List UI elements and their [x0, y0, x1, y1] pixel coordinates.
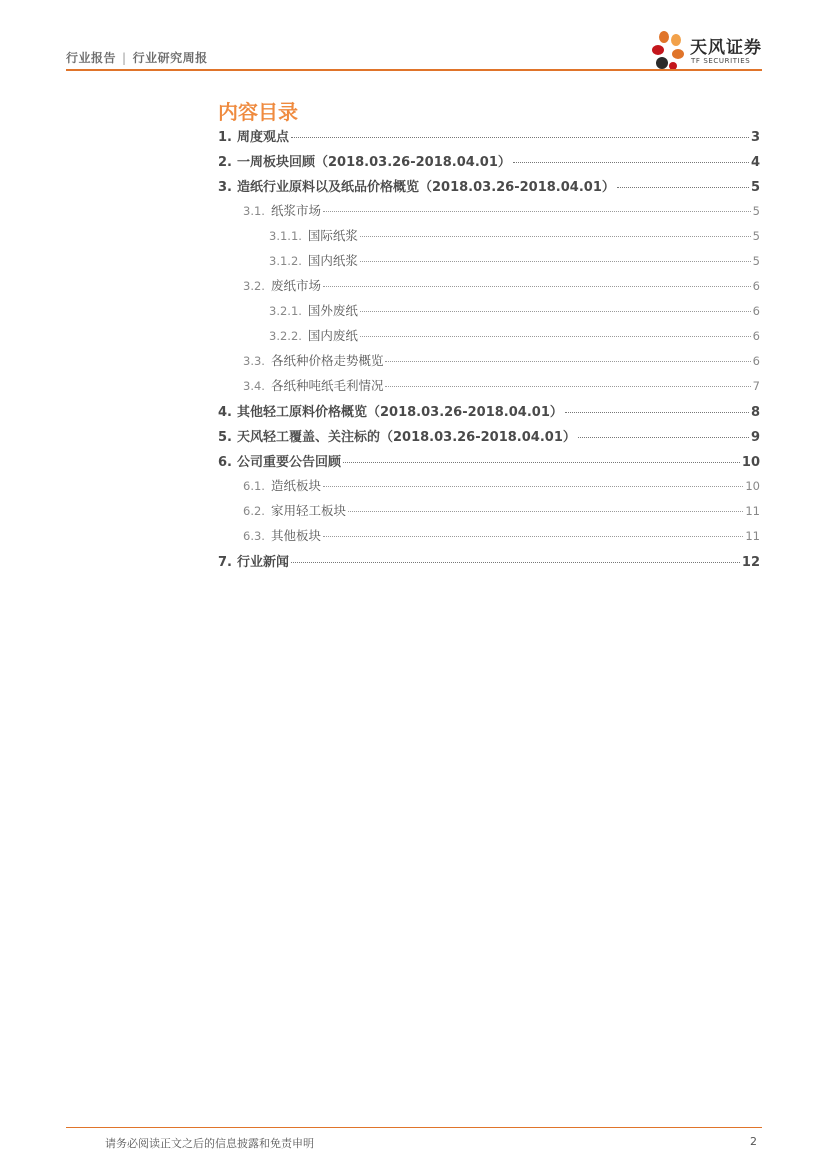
toc-entry[interactable] — [218, 151, 760, 176]
toc-entry-number: 3.4. — [243, 379, 265, 393]
toc-entry-page: 10 — [741, 455, 760, 470]
toc-entry[interactable] — [218, 226, 760, 251]
toc-entry[interactable] — [218, 276, 760, 301]
toc-dot-leader — [360, 261, 751, 262]
toc-entry[interactable] — [218, 301, 760, 326]
report-type: 行业报告 — [66, 51, 117, 65]
toc-entry-title: 纸浆市场 — [270, 203, 321, 218]
toc-entry-title: 天风轻工覆盖、关注标的（2018.03.26-2018.04.01） — [236, 430, 576, 445]
toc-entry[interactable] — [218, 501, 760, 526]
toc-entry-title: 国外废纸 — [307, 303, 358, 318]
header-divider — [66, 69, 762, 71]
toc-dot-leader — [385, 386, 750, 387]
toc-entry[interactable] — [218, 401, 760, 426]
toc-entry-page: 6 — [752, 329, 760, 343]
toc-entry-number: 7. — [218, 555, 232, 570]
toc-entry-number: 3.1. — [243, 204, 265, 218]
toc-dot-leader — [360, 311, 751, 312]
footer-divider — [66, 1127, 762, 1128]
toc-entry-number: 6.2. — [243, 504, 265, 518]
flower-logo-icon — [650, 28, 690, 72]
toc-entry-title: 其他轻工原料价格概览（2018.03.26-2018.04.01） — [236, 405, 563, 420]
toc-title: 内容目录 — [218, 100, 298, 124]
toc-dot-leader — [578, 437, 749, 438]
toc-entry-number: 1. — [218, 130, 232, 145]
toc-entry-title: 各纸种吨纸毛利情况 — [270, 378, 384, 393]
footer-disclaimer: 请务必阅读正文之后的信息披露和免责申明 — [105, 1137, 314, 1150]
company-logo — [650, 28, 765, 72]
toc-entry-page: 10 — [745, 479, 760, 493]
toc-dot-leader — [385, 361, 750, 362]
toc-entry[interactable] — [218, 176, 760, 201]
table-of-contents — [218, 126, 760, 576]
toc-entry-title: 一周板块回顾（2018.03.26-2018.04.01） — [236, 155, 511, 170]
toc-entry-number: 6.3. — [243, 529, 265, 543]
toc-entry[interactable] — [218, 251, 760, 276]
toc-entry-number: 3.2. — [243, 279, 265, 293]
toc-entry-title: 国内纸浆 — [307, 253, 358, 268]
toc-entry-title: 造纸板块 — [270, 478, 321, 493]
toc-entry-number: 6.1. — [243, 479, 265, 493]
toc-entry-number: 3.2.2. — [269, 329, 302, 343]
report-subtype: 行业研究周报 — [132, 51, 208, 65]
toc-entry-number: 3.3. — [243, 354, 265, 368]
toc-entry-page: 12 — [741, 555, 760, 570]
toc-entry-page: 4 — [750, 155, 760, 170]
toc-entry-page: 5 — [750, 180, 760, 195]
toc-entry-title: 各纸种价格走势概览 — [270, 353, 384, 368]
toc-dot-leader — [323, 486, 743, 487]
toc-entry-number: 6. — [218, 455, 232, 470]
toc-dot-leader — [291, 562, 740, 563]
toc-entry[interactable] — [218, 126, 760, 151]
toc-entry-title: 国际纸浆 — [307, 228, 358, 243]
toc-entry[interactable] — [218, 201, 760, 226]
toc-dot-leader — [323, 536, 743, 537]
toc-entry-number: 2. — [218, 155, 232, 170]
toc-entry-page: 8 — [750, 405, 760, 420]
toc-entry-title: 其他板块 — [270, 528, 321, 543]
toc-dot-leader — [323, 211, 751, 212]
toc-entry-number: 3.1.2. — [269, 254, 302, 268]
toc-entry-page: 5 — [752, 204, 760, 218]
toc-entry-page: 6 — [752, 354, 760, 368]
toc-entry-title: 造纸行业原料以及纸品价格概览（2018.03.26-2018.04.01） — [236, 180, 615, 195]
toc-dot-leader — [513, 162, 749, 163]
header-separator: | — [122, 51, 127, 65]
toc-dot-leader — [360, 236, 751, 237]
toc-entry-title: 废纸市场 — [270, 278, 321, 293]
toc-entry-page: 6 — [752, 304, 760, 318]
toc-dot-leader — [348, 511, 743, 512]
toc-entry[interactable] — [218, 326, 760, 351]
toc-entry-page: 11 — [745, 529, 760, 543]
toc-entry[interactable] — [218, 451, 760, 476]
page-number: 2 — [750, 1135, 757, 1148]
toc-entry-page: 5 — [752, 229, 760, 243]
toc-entry-title: 周度观点 — [236, 130, 289, 145]
toc-dot-leader — [343, 462, 740, 463]
toc-entry-page: 7 — [752, 379, 760, 393]
toc-dot-leader — [323, 286, 751, 287]
toc-entry-page: 6 — [752, 279, 760, 293]
toc-dot-leader — [291, 137, 749, 138]
toc-entry-number: 4. — [218, 405, 232, 420]
toc-entry[interactable] — [218, 526, 760, 551]
toc-entry-number: 3.2.1. — [269, 304, 302, 318]
toc-entry-page: 5 — [752, 254, 760, 268]
toc-dot-leader — [565, 412, 749, 413]
toc-entry-title: 公司重要公告回顾 — [236, 455, 341, 470]
logo-sub-text: TF SECURITIES — [691, 57, 751, 65]
logo-brand-text: 天风证券 — [690, 38, 762, 58]
toc-entry-page: 3 — [750, 130, 760, 145]
toc-entry-number: 5. — [218, 430, 232, 445]
toc-entry-number: 3. — [218, 180, 232, 195]
toc-entry-page: 9 — [750, 430, 760, 445]
toc-entry-title: 家用轻工板块 — [270, 503, 346, 518]
toc-dot-leader — [617, 187, 749, 188]
toc-entry[interactable] — [218, 426, 760, 451]
toc-entry-number: 3.1.1. — [269, 229, 302, 243]
toc-entry[interactable] — [218, 351, 760, 376]
toc-entry[interactable] — [218, 476, 760, 501]
toc-entry[interactable] — [218, 376, 760, 401]
toc-entry-page: 11 — [745, 504, 760, 518]
toc-entry[interactable] — [218, 551, 760, 576]
report-header — [66, 49, 208, 66]
toc-entry-title: 行业新闻 — [236, 555, 289, 570]
toc-entry-title: 国内废纸 — [307, 328, 358, 343]
toc-dot-leader — [360, 336, 751, 337]
